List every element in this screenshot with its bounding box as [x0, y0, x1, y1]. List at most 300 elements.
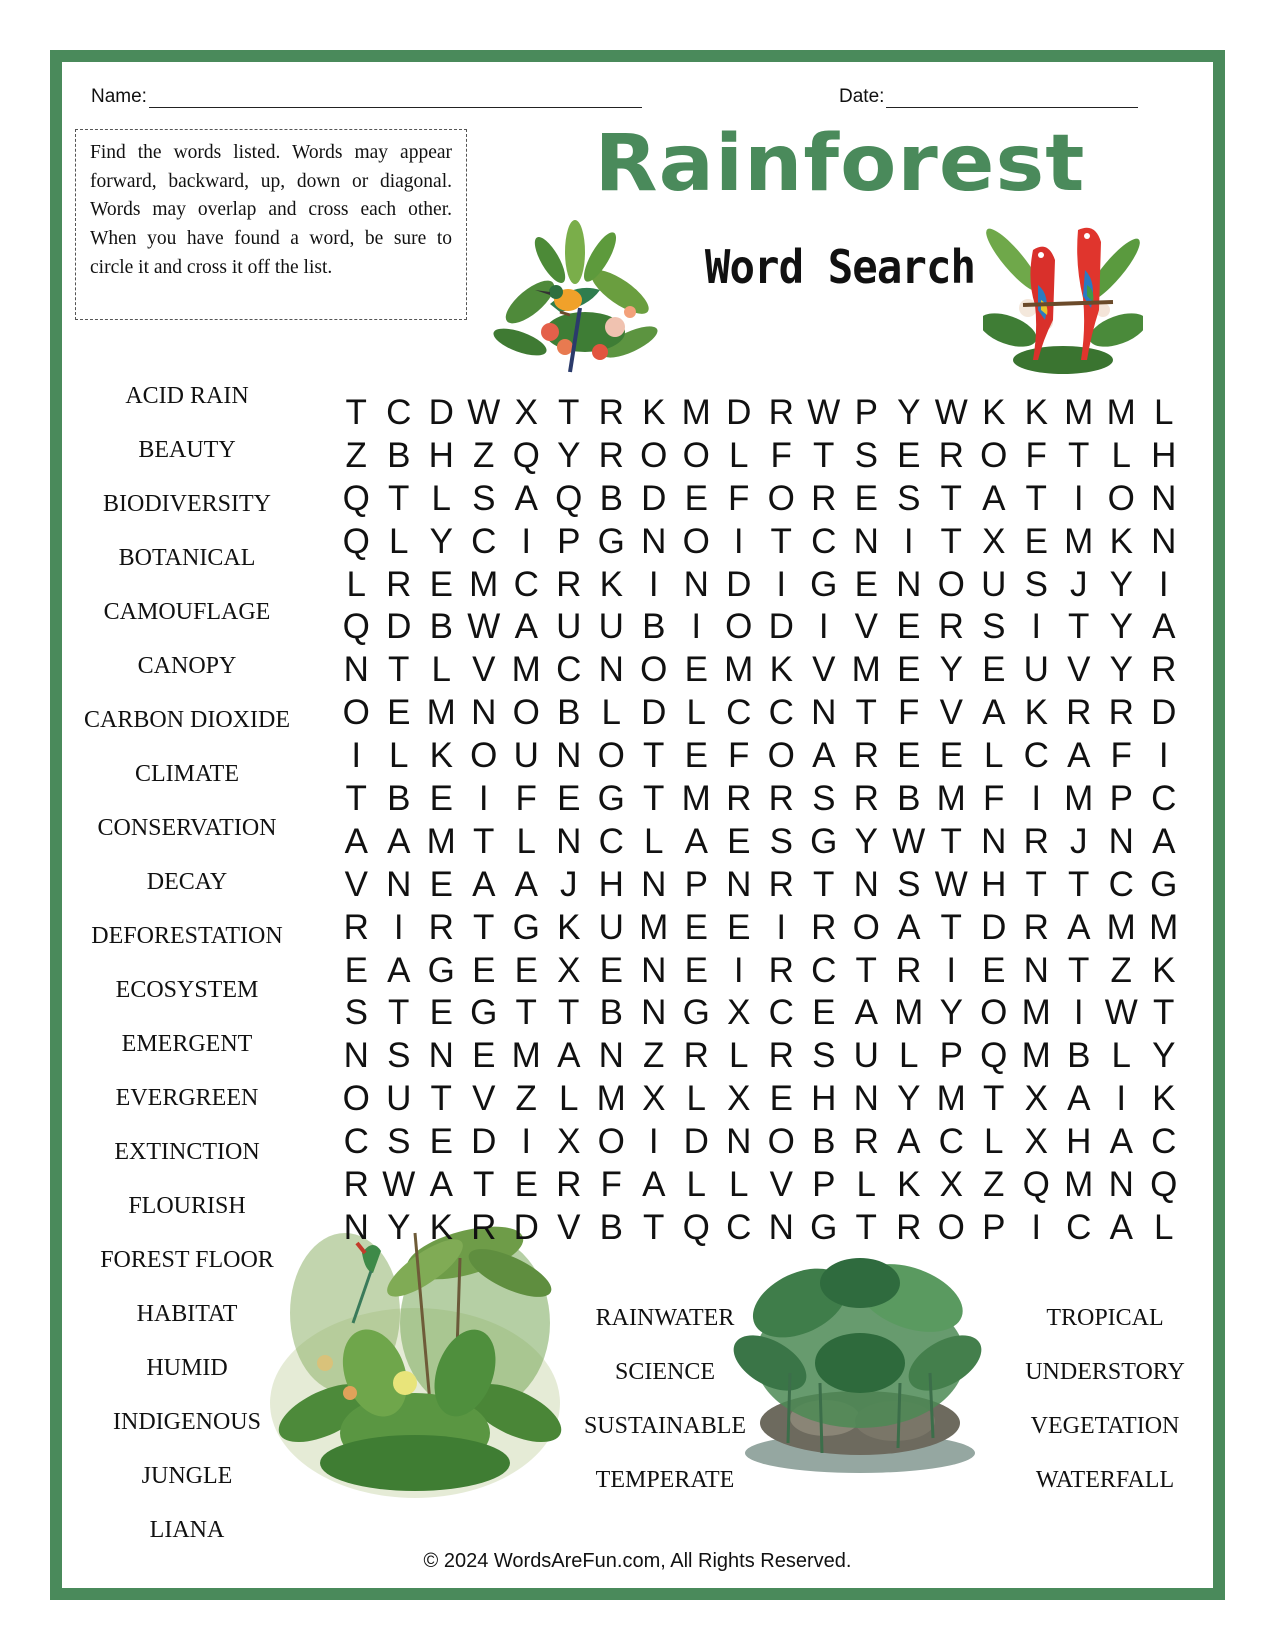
grid-letter[interactable]: A — [982, 693, 1006, 733]
grid-letter[interactable]: A — [1109, 1207, 1133, 1247]
grid-letter[interactable]: E — [472, 950, 496, 990]
grid-letter[interactable]: P — [982, 1207, 1006, 1247]
grid-letter[interactable]: X — [557, 1122, 581, 1162]
grid-letter[interactable]: E — [854, 478, 878, 518]
grid-letter[interactable]: D — [513, 1207, 539, 1247]
grid-letter[interactable]: D — [428, 393, 454, 432]
grid-letter[interactable]: E — [982, 650, 1006, 690]
word-list-item[interactable]: CLIMATE — [135, 761, 239, 787]
grid-letter[interactable]: T — [473, 907, 495, 947]
grid-letter[interactable]: T — [430, 1079, 452, 1119]
grid-letter[interactable]: N — [641, 521, 667, 561]
grid-letter[interactable]: R — [853, 736, 879, 776]
grid-letter[interactable]: L — [389, 736, 409, 776]
grid-letter[interactable]: Z — [643, 1036, 665, 1076]
grid-letter[interactable]: U — [981, 564, 1007, 604]
grid-letter[interactable]: B — [599, 1207, 623, 1247]
word-list-item[interactable]: DEFORESTATION — [91, 923, 283, 949]
grid-letter[interactable]: N — [853, 864, 879, 904]
grid-letter[interactable]: E — [897, 650, 921, 690]
grid-letter[interactable]: L — [431, 478, 451, 518]
grid-letter[interactable]: G — [512, 907, 540, 947]
grid-letter[interactable]: N — [981, 821, 1007, 861]
grid-letter[interactable]: I — [946, 950, 957, 990]
grid-letter[interactable]: A — [514, 864, 538, 904]
grid-letter[interactable]: S — [982, 607, 1006, 647]
grid-letter[interactable]: A — [1152, 607, 1176, 647]
grid-letter[interactable]: Y — [387, 1207, 411, 1247]
grid-letter[interactable]: B — [642, 607, 666, 647]
grid-letter[interactable]: R — [1151, 650, 1177, 690]
grid-letter[interactable]: L — [729, 435, 749, 475]
grid-letter[interactable]: N — [386, 864, 412, 904]
grid-letter[interactable]: O — [767, 1122, 795, 1162]
grid-letter[interactable]: I — [1158, 736, 1169, 776]
grid-letter[interactable]: E — [727, 821, 751, 861]
grid-letter[interactable]: X — [1024, 1122, 1048, 1162]
grid-letter[interactable]: T — [388, 650, 410, 690]
grid-letter[interactable]: O — [342, 693, 370, 733]
grid-letter[interactable]: E — [429, 864, 453, 904]
grid-letter[interactable]: I — [1031, 1207, 1042, 1247]
grid-letter[interactable]: N — [1151, 521, 1177, 561]
grid-letter[interactable]: M — [426, 693, 456, 733]
grid-letter[interactable]: T — [940, 907, 962, 947]
grid-letter[interactable]: P — [854, 393, 878, 432]
grid-letter[interactable]: P — [684, 864, 708, 904]
grid-letter[interactable]: A — [429, 1165, 453, 1205]
grid-letter[interactable]: T — [813, 435, 835, 475]
grid-letter[interactable]: E — [684, 950, 708, 990]
grid-letter[interactable]: T — [1068, 950, 1090, 990]
grid-letter[interactable]: D — [726, 564, 752, 604]
grid-letter[interactable]: C — [726, 693, 752, 733]
grid-letter[interactable]: L — [431, 650, 451, 690]
grid-letter[interactable]: L — [729, 1165, 749, 1205]
grid-letter[interactable]: R — [768, 1036, 794, 1076]
grid-letter[interactable]: N — [1108, 1165, 1134, 1205]
grid-letter[interactable]: U — [598, 607, 624, 647]
grid-letter[interactable]: H — [981, 864, 1007, 904]
word-list-item[interactable]: EMERGENT — [121, 1031, 253, 1057]
grid-letter[interactable]: I — [1031, 607, 1042, 647]
grid-letter[interactable]: R — [811, 478, 837, 518]
grid-letter[interactable]: U — [1023, 650, 1049, 690]
grid-letter[interactable]: W — [467, 607, 501, 647]
grid-letter[interactable]: T — [1153, 993, 1175, 1033]
grid-letter[interactable]: R — [343, 907, 369, 947]
word-list-item[interactable]: LIANA — [149, 1517, 225, 1543]
grid-letter[interactable]: G — [597, 779, 625, 819]
grid-letter[interactable]: C — [1108, 864, 1134, 904]
grid-letter[interactable]: F — [1110, 736, 1132, 776]
grid-letter[interactable]: N — [556, 736, 582, 776]
word-list-item[interactable]: EXTINCTION — [114, 1139, 260, 1165]
grid-letter[interactable]: O — [682, 435, 710, 475]
grid-letter[interactable]: I — [733, 950, 744, 990]
grid-letter[interactable]: G — [810, 564, 838, 604]
grid-letter[interactable]: E — [812, 993, 836, 1033]
grid-letter[interactable]: I — [733, 521, 744, 561]
grid-letter[interactable]: Z — [515, 1079, 537, 1119]
grid-letter[interactable]: H — [428, 435, 454, 475]
grid-letter[interactable]: N — [556, 821, 582, 861]
grid-letter[interactable]: I — [1031, 779, 1042, 819]
grid-letter[interactable]: C — [938, 1122, 964, 1162]
grid-letter[interactable]: O — [1107, 478, 1135, 518]
grid-letter[interactable]: C — [343, 1122, 369, 1162]
grid-letter[interactable]: O — [937, 1207, 965, 1247]
grid-letter[interactable]: T — [473, 1165, 495, 1205]
grid-letter[interactable]: F — [1025, 435, 1047, 475]
grid-letter[interactable]: T — [983, 1079, 1005, 1119]
grid-letter[interactable]: O — [725, 607, 753, 647]
grid-letter[interactable]: O — [470, 736, 498, 776]
grid-letter[interactable]: L — [686, 693, 706, 733]
grid-letter[interactable]: K — [642, 393, 666, 432]
grid-letter[interactable]: V — [769, 1165, 793, 1205]
grid-letter[interactable]: O — [597, 736, 625, 776]
grid-letter[interactable]: V — [557, 1207, 581, 1247]
grid-letter[interactable]: A — [1067, 1079, 1091, 1119]
word-list-item[interactable]: WATERFALL — [1035, 1467, 1175, 1493]
grid-letter[interactable]: Y — [1109, 564, 1133, 604]
grid-letter[interactable]: Q — [342, 521, 370, 561]
grid-letter[interactable]: J — [1070, 564, 1088, 604]
grid-letter[interactable]: T — [388, 478, 410, 518]
word-list-item[interactable]: DECAY — [146, 869, 228, 895]
grid-letter[interactable]: D — [726, 393, 752, 432]
grid-letter[interactable]: G — [1150, 864, 1178, 904]
grid-letter[interactable]: S — [812, 779, 836, 819]
grid-letter[interactable]: N — [343, 1207, 369, 1247]
grid-letter[interactable]: R — [598, 435, 624, 475]
grid-letter[interactable]: C — [386, 393, 412, 432]
grid-letter[interactable]: S — [812, 1036, 836, 1076]
grid-letter[interactable]: T — [855, 950, 877, 990]
grid-letter[interactable]: E — [684, 478, 708, 518]
grid-letter[interactable]: N — [598, 1036, 624, 1076]
grid-letter[interactable]: G — [597, 521, 625, 561]
grid-letter[interactable]: A — [897, 1122, 921, 1162]
grid-letter[interactable]: Y — [939, 993, 963, 1033]
grid-letter[interactable]: I — [1073, 993, 1084, 1033]
grid-letter[interactable]: R — [853, 779, 879, 819]
grid-letter[interactable]: T — [643, 736, 665, 776]
grid-letter[interactable]: P — [939, 1036, 963, 1076]
name-field[interactable] — [91, 86, 642, 108]
word-list-item[interactable]: CAMOUFLAGE — [103, 599, 271, 625]
grid-letter[interactable]: F — [728, 478, 750, 518]
grid-letter[interactable]: F — [983, 779, 1005, 819]
grid-letter[interactable]: E — [429, 564, 453, 604]
grid-letter[interactable]: B — [599, 478, 623, 518]
grid-letter[interactable]: S — [387, 1036, 411, 1076]
grid-letter[interactable]: T — [558, 393, 580, 432]
grid-letter[interactable]: C — [811, 521, 837, 561]
word-list-item[interactable]: BOTANICAL — [118, 545, 256, 571]
grid-letter[interactable]: L — [686, 1165, 706, 1205]
grid-letter[interactable]: I — [648, 564, 659, 604]
grid-letter[interactable]: R — [938, 435, 964, 475]
grid-letter[interactable]: A — [514, 607, 538, 647]
grid-letter[interactable]: B — [429, 607, 453, 647]
grid-letter[interactable]: M — [936, 779, 966, 819]
grid-letter[interactable]: L — [686, 1079, 706, 1119]
grid-letter[interactable]: T — [643, 779, 665, 819]
grid-letter[interactable]: V — [1067, 650, 1091, 690]
grid-letter[interactable]: I — [521, 521, 532, 561]
grid-letter[interactable]: N — [853, 521, 879, 561]
letter-grid[interactable] — [335, 392, 1185, 1250]
grid-letter[interactable]: D — [471, 1122, 497, 1162]
grid-letter[interactable]: S — [897, 478, 921, 518]
grid-letter[interactable]: X — [514, 393, 538, 432]
grid-letter[interactable]: B — [387, 779, 411, 819]
grid-letter[interactable]: Y — [1109, 650, 1133, 690]
grid-letter[interactable]: Q — [555, 478, 583, 518]
grid-letter[interactable]: H — [811, 1079, 837, 1119]
grid-letter[interactable]: R — [811, 907, 837, 947]
grid-letter[interactable]: P — [812, 1165, 836, 1205]
grid-letter[interactable]: C — [811, 950, 837, 990]
word-list-item[interactable]: INDIGENOUS — [113, 1409, 261, 1435]
grid-letter[interactable]: M — [1064, 393, 1094, 432]
grid-letter[interactable]: N — [896, 564, 922, 604]
grid-letter[interactable]: N — [726, 864, 752, 904]
grid-letter[interactable]: R — [768, 393, 794, 432]
grid-letter[interactable]: L — [516, 821, 536, 861]
grid-letter[interactable]: R — [428, 907, 454, 947]
grid-letter[interactable]: A — [642, 1165, 666, 1205]
grid-letter[interactable]: Z — [473, 435, 495, 475]
grid-letter[interactable]: T — [813, 864, 835, 904]
grid-letter[interactable]: N — [343, 1036, 369, 1076]
grid-letter[interactable]: M — [681, 393, 711, 432]
grid-letter[interactable]: A — [812, 736, 836, 776]
grid-letter[interactable]: G — [810, 821, 838, 861]
grid-letter[interactable]: W — [382, 1165, 416, 1205]
grid-letter[interactable]: E — [514, 1165, 538, 1205]
grid-letter[interactable]: M — [894, 993, 924, 1033]
grid-letter[interactable]: N — [343, 650, 369, 690]
grid-letter[interactable]: L — [729, 1036, 749, 1076]
grid-letter[interactable]: R — [896, 950, 922, 990]
grid-letter[interactable]: T — [515, 993, 537, 1033]
grid-letter[interactable]: N — [811, 693, 837, 733]
grid-letter[interactable]: P — [1109, 779, 1133, 819]
grid-letter[interactable]: Q — [342, 478, 370, 518]
word-list-item[interactable]: ECOSYSTEM — [115, 977, 259, 1003]
grid-letter[interactable]: B — [812, 1122, 836, 1162]
grid-letter[interactable]: L — [601, 693, 621, 733]
grid-letter[interactable]: R — [471, 1207, 497, 1247]
grid-letter[interactable]: C — [1151, 1122, 1177, 1162]
grid-letter[interactable]: V — [854, 607, 878, 647]
grid-letter[interactable]: I — [903, 521, 914, 561]
grid-letter[interactable]: Y — [854, 821, 878, 861]
grid-letter[interactable]: U — [853, 1036, 879, 1076]
grid-letter[interactable]: A — [982, 478, 1006, 518]
word-list-item[interactable]: TROPICAL — [1046, 1305, 1164, 1331]
grid-letter[interactable]: R — [343, 1165, 369, 1205]
grid-letter[interactable]: Q — [980, 1036, 1008, 1076]
grid-letter[interactable]: W — [934, 864, 968, 904]
grid-letter[interactable]: M — [426, 821, 456, 861]
grid-letter[interactable]: E — [557, 779, 581, 819]
word-list-item[interactable]: ACID RAIN — [125, 383, 249, 409]
grid-letter[interactable]: N — [726, 1122, 752, 1162]
grid-letter[interactable]: M — [1021, 993, 1051, 1033]
grid-letter[interactable]: K — [1152, 1079, 1176, 1119]
grid-letter[interactable]: L — [1154, 393, 1174, 432]
grid-letter[interactable]: T — [855, 693, 877, 733]
grid-letter[interactable]: R — [1023, 907, 1049, 947]
grid-letter[interactable]: D — [641, 478, 667, 518]
word-list-item[interactable]: CONSERVATION — [97, 815, 277, 841]
grid-letter[interactable]: E — [897, 435, 921, 475]
grid-letter[interactable]: Z — [1110, 950, 1132, 990]
grid-letter[interactable]: O — [937, 564, 965, 604]
grid-letter[interactable]: O — [980, 435, 1008, 475]
grid-letter[interactable]: O — [640, 650, 668, 690]
word-list-item[interactable]: VEGETATION — [1030, 1413, 1180, 1439]
grid-letter[interactable]: E — [429, 1122, 453, 1162]
grid-letter[interactable]: L — [1111, 435, 1131, 475]
grid-letter[interactable]: I — [1073, 478, 1084, 518]
grid-letter[interactable]: J — [1070, 821, 1088, 861]
grid-letter[interactable]: N — [641, 864, 667, 904]
grid-letter[interactable]: K — [429, 736, 453, 776]
grid-letter[interactable]: X — [557, 950, 581, 990]
grid-letter[interactable]: K — [1152, 950, 1176, 990]
grid-letter[interactable]: I — [648, 1122, 659, 1162]
grid-letter[interactable]: U — [386, 1079, 412, 1119]
grid-letter[interactable]: E — [472, 1036, 496, 1076]
grid-letter[interactable]: T — [643, 1207, 665, 1247]
grid-letter[interactable]: M — [724, 650, 754, 690]
word-list-item[interactable]: BIODIVERSITY — [103, 491, 271, 517]
grid-letter[interactable]: R — [768, 779, 794, 819]
word-list-item[interactable]: FOREST FLOOR — [100, 1247, 274, 1273]
grid-letter[interactable]: M — [1106, 393, 1136, 432]
grid-letter[interactable]: O — [342, 1079, 370, 1119]
grid-letter[interactable]: I — [1158, 564, 1169, 604]
grid-letter[interactable]: S — [854, 435, 878, 475]
grid-letter[interactable]: Y — [1152, 1036, 1176, 1076]
grid-letter[interactable]: I — [393, 907, 404, 947]
grid-letter[interactable]: A — [1109, 1122, 1133, 1162]
grid-letter[interactable]: Y — [897, 393, 921, 432]
grid-letter[interactable]: M — [596, 1079, 626, 1119]
grid-letter[interactable]: R — [726, 779, 752, 819]
grid-letter[interactable]: C — [768, 693, 794, 733]
grid-letter[interactable]: O — [980, 993, 1008, 1033]
grid-letter[interactable]: T — [940, 821, 962, 861]
grid-letter[interactable]: M — [936, 1079, 966, 1119]
grid-letter[interactable]: A — [514, 478, 538, 518]
grid-letter[interactable]: L — [1111, 1036, 1131, 1076]
grid-letter[interactable]: F — [728, 736, 750, 776]
grid-letter[interactable]: I — [776, 564, 787, 604]
grid-letter[interactable]: T — [473, 821, 495, 861]
grid-letter[interactable]: S — [769, 821, 793, 861]
grid-letter[interactable]: X — [642, 1079, 666, 1119]
grid-letter[interactable]: J — [560, 864, 578, 904]
grid-letter[interactable]: E — [939, 736, 963, 776]
date-line[interactable] — [886, 87, 1138, 108]
grid-letter[interactable]: D — [981, 907, 1007, 947]
grid-letter[interactable]: X — [1024, 1079, 1048, 1119]
grid-letter[interactable]: V — [472, 1079, 496, 1119]
grid-letter[interactable]: R — [556, 1165, 582, 1205]
grid-letter[interactable]: R — [556, 564, 582, 604]
grid-letter[interactable]: R — [768, 950, 794, 990]
grid-letter[interactable]: E — [684, 907, 708, 947]
grid-letter[interactable]: N — [853, 1079, 879, 1119]
grid-letter[interactable]: K — [769, 650, 793, 690]
grid-letter[interactable]: N — [1023, 950, 1049, 990]
word-list-item[interactable]: RAINWATER — [595, 1305, 735, 1331]
grid-letter[interactable]: I — [351, 736, 362, 776]
grid-letter[interactable]: Y — [1109, 607, 1133, 647]
grid-letter[interactable]: E — [897, 736, 921, 776]
grid-letter[interactable]: H — [598, 864, 624, 904]
grid-letter[interactable]: A — [854, 993, 878, 1033]
grid-letter[interactable]: G — [470, 993, 498, 1033]
grid-letter[interactable]: T — [940, 478, 962, 518]
grid-letter[interactable]: E — [514, 950, 538, 990]
grid-letter[interactable]: A — [1067, 907, 1091, 947]
grid-letter[interactable]: F — [515, 779, 537, 819]
grid-letter[interactable]: A — [557, 1036, 581, 1076]
grid-letter[interactable]: M — [851, 650, 881, 690]
grid-letter[interactable]: C — [1023, 736, 1049, 776]
grid-letter[interactable]: N — [641, 993, 667, 1033]
grid-letter[interactable]: T — [388, 993, 410, 1033]
grid-letter[interactable]: M — [1064, 1165, 1094, 1205]
grid-letter[interactable]: K — [1109, 521, 1133, 561]
grid-letter[interactable]: U — [598, 907, 624, 947]
grid-letter[interactable]: W — [807, 393, 841, 432]
grid-letter[interactable]: D — [768, 607, 794, 647]
grid-letter[interactable]: R — [386, 564, 412, 604]
grid-letter[interactable]: K — [982, 393, 1006, 432]
grid-letter[interactable]: O — [640, 435, 668, 475]
grid-letter[interactable]: N — [428, 1036, 454, 1076]
grid-letter[interactable]: T — [1025, 864, 1047, 904]
grid-letter[interactable]: L — [899, 1036, 919, 1076]
grid-letter[interactable]: A — [684, 821, 708, 861]
grid-letter[interactable]: K — [429, 1207, 453, 1247]
grid-letter[interactable]: N — [471, 693, 497, 733]
grid-letter[interactable]: F — [898, 693, 920, 733]
grid-letter[interactable]: V — [344, 864, 368, 904]
word-list-item[interactable]: HUMID — [146, 1355, 228, 1381]
grid-letter[interactable]: R — [853, 1122, 879, 1162]
word-list-item[interactable]: UNDERSTORY — [1025, 1359, 1185, 1385]
grid-letter[interactable]: I — [478, 779, 489, 819]
grid-letter[interactable]: H — [1066, 1122, 1092, 1162]
grid-letter[interactable]: R — [1108, 693, 1134, 733]
word-list-item[interactable]: BEAUTY — [138, 437, 236, 463]
grid-letter[interactable]: E — [344, 950, 368, 990]
grid-letter[interactable]: A — [344, 821, 368, 861]
date-field[interactable] — [839, 86, 1138, 108]
grid-letter[interactable]: F — [770, 435, 792, 475]
grid-letter[interactable]: T — [940, 521, 962, 561]
grid-letter[interactable]: C — [471, 521, 497, 561]
